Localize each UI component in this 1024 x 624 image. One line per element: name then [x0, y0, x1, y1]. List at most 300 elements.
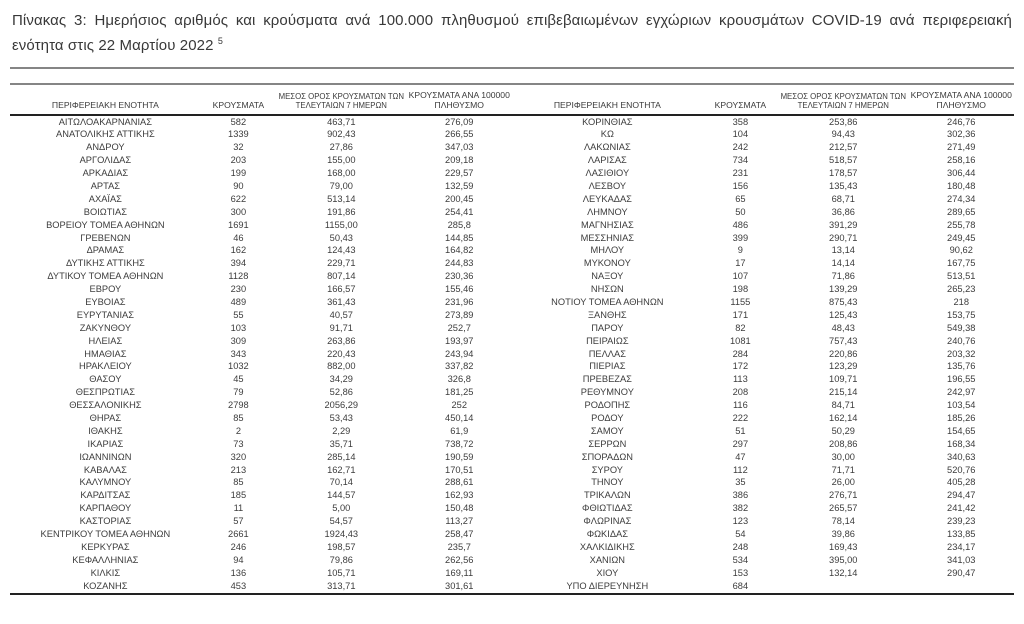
- region-name-left: ΑΡΤΑΣ: [90, 181, 121, 191]
- avg-7day-cases-right: 68,71: [831, 193, 855, 204]
- avg-7day-cases-right: 208,86: [829, 438, 858, 449]
- cases-per-100k-right: 168,34: [947, 438, 976, 449]
- cases-count-left: 394: [230, 258, 247, 269]
- cases-count-left: 489: [230, 297, 247, 308]
- region-name-left: ΚΑΣΤΟΡΙΑΣ: [79, 516, 132, 527]
- avg-7day-cases-right: 109,71: [829, 374, 858, 385]
- avg-7day-cases-left: 79,00: [329, 181, 353, 191]
- cases-count-left: 45: [233, 374, 244, 385]
- region-name-right: ΜΗΛΟΥ: [590, 245, 625, 256]
- region-name-right: ΛΑΣΙΘΙΟΥ: [585, 168, 630, 179]
- region-name-right: ΝΗΣΩΝ: [590, 284, 624, 295]
- table-row: [10, 541, 1014, 554]
- table-row: [10, 270, 1014, 283]
- region-name-right: ΠΕΙΡΑΙΩΣ: [586, 335, 629, 346]
- cases-count-right: 51: [735, 425, 746, 436]
- cases-per-100k-left: 200,45: [445, 193, 474, 204]
- cases-count-right: 734: [732, 155, 749, 166]
- table-title-text: Πίνακας 3: Ημερήσιος αριθμός και κρούσματα ανά 100.000 πληθυσμού επιβεβαιωμένων εγχώριων κρουσμάτων COVID-19 ανά περιφερειακή ενότητα στις 22 Μαρτίου 2022: [12, 12, 1012, 54]
- cases-per-100k-right: 289,65: [947, 206, 976, 217]
- cases-per-100k-left: 132,59: [445, 181, 474, 191]
- region-name-right: ΠΡΕΒΕΖΑΣ: [582, 374, 632, 385]
- cases-per-100k-left: 276,09: [445, 116, 474, 127]
- avg-7day-cases-left: 105,71: [327, 567, 356, 578]
- table-row: [10, 567, 1014, 580]
- table-row: [10, 322, 1014, 335]
- cases-count-left: 2798: [228, 400, 249, 411]
- avg-7day-cases-left: 27,86: [329, 142, 353, 153]
- cases-per-100k-left: 252,7: [447, 322, 471, 333]
- cases-count-left: 2: [235, 425, 241, 436]
- avg-7day-cases-left: 162,71: [327, 464, 356, 475]
- cases-count-right: 113: [732, 374, 748, 385]
- cases-per-100k-right: 255,78: [947, 219, 976, 230]
- region-name-left: ΕΒΡΟΥ: [89, 284, 122, 295]
- cases-count-right: 104: [732, 129, 749, 140]
- cases-per-100k-left: 155,46: [445, 284, 474, 295]
- table-row: [10, 490, 1014, 503]
- table-row: [10, 193, 1014, 206]
- cases-per-100k-left: 450,14: [445, 413, 474, 424]
- cases-count-left: 309: [230, 335, 247, 346]
- cases-count-right: 47: [735, 451, 746, 462]
- cases-count-right: 50: [735, 206, 746, 217]
- cases-per-100k-right: 180,48: [947, 181, 976, 191]
- region-name-left: ΒΟΡΕΙΟΥ ΤΟΜΕΑ ΑΘΗΝΩΝ: [46, 219, 165, 230]
- avg-7day-cases-left: 124,43: [327, 245, 356, 256]
- cases-per-100k-right: 153,75: [947, 309, 976, 320]
- cases-count-right: 35: [735, 477, 746, 488]
- avg-7day-cases-right: 265,57: [829, 503, 858, 514]
- avg-7day-cases-left: 882,00: [327, 361, 356, 372]
- avg-7day-cases-right: 169,43: [829, 541, 858, 552]
- cases-per-100k-left: 254,41: [445, 206, 474, 217]
- avg-7day-cases-right: 395,00: [829, 554, 858, 565]
- region-name-right: ΧΑΝΙΩΝ: [589, 554, 626, 565]
- cases-per-100k-right: 274,34: [947, 193, 976, 204]
- cases-count-left: 185: [230, 490, 247, 501]
- cases-per-100k-right: [909, 580, 1014, 594]
- avg-7day-cases-right: 71,71: [831, 464, 855, 475]
- avg-7day-cases-left: 313,71: [327, 580, 356, 591]
- cases-per-100k-left: 285,8: [447, 219, 471, 230]
- cases-per-100k-left: 244,83: [445, 258, 474, 269]
- avg-7day-cases-left: 191,86: [327, 206, 356, 217]
- cases-per-100k-left: 209,18: [445, 155, 474, 166]
- table-row: [10, 335, 1014, 348]
- cases-count-left: 55: [233, 309, 244, 320]
- cases-count-right: 486: [732, 219, 749, 230]
- cases-count-left: 230: [230, 284, 247, 295]
- region-name-left: ΑΙΤΩΛΟΑΚΑΡΝΑΝΙΑΣ: [58, 116, 153, 127]
- table-row: [10, 296, 1014, 309]
- cases-per-100k-left: 347,03: [445, 142, 474, 153]
- avg-7day-cases-left: 1155,00: [324, 219, 358, 230]
- col-header-avg7-left: ΜΕΣΟΣ ΟΡΟΣ ΚΡΟΥΣΜΑΤΩΝ ΤΩΝ ΤΕΛΕΥΤΑΙΩΝ 7 ΗΜΕΡΩΝ: [276, 89, 407, 115]
- table-row: [10, 154, 1014, 167]
- region-name-left: ΘΕΣΠΡΩΤΙΑΣ: [75, 387, 135, 398]
- cases-per-100k-right: 249,45: [947, 232, 976, 243]
- cases-count-right: 1155: [730, 297, 751, 308]
- table-row: [10, 412, 1014, 425]
- cases-per-100k-left: 326,8: [447, 374, 471, 385]
- region-name-left: ΔΥΤΙΚΟΥ ΤΟΜΕΑ ΑΘΗΝΩΝ: [47, 271, 164, 282]
- region-name-left: ΚΕΝΤΡΙΚΟΥ ΤΟΜΕΑ ΑΘΗΝΩΝ: [40, 529, 171, 540]
- cases-per-100k-right: 133,85: [947, 529, 976, 540]
- cases-count-right: 123: [732, 516, 749, 527]
- avg-7day-cases-left: 2056,29: [324, 400, 359, 411]
- table-row: [10, 258, 1014, 271]
- avg-7day-cases-left: 463,71: [327, 116, 356, 127]
- region-name-left: ΔΡΑΜΑΣ: [86, 245, 125, 256]
- table-row: [10, 348, 1014, 361]
- region-name-right: ΧΑΛΚΙΔΙΚΗΣ: [579, 541, 635, 552]
- avg-7day-cases-left: 2,29: [332, 425, 351, 436]
- cases-per-100k-right: 341,03: [947, 554, 976, 565]
- cases-count-left: 11: [233, 503, 244, 514]
- cases-count-left: 57: [233, 516, 244, 527]
- avg-7day-cases-left: 1924,43: [324, 529, 359, 540]
- avg-7day-cases-right: 78,14: [831, 516, 855, 527]
- region-name-right: ΥΠΟ ΔΙΕΡΕΥΝΗΣΗ: [566, 580, 649, 591]
- table-row: [10, 502, 1014, 515]
- avg-7day-cases-left: 70,14: [329, 477, 353, 488]
- region-name-right: ΛΕΥΚΑΔΑΣ: [582, 193, 632, 204]
- region-name-left: ΚΑΡΔΙΤΣΑΣ: [80, 490, 131, 501]
- cases-per-100k-left: 266,55: [445, 129, 474, 140]
- cases-count-right: 17: [735, 258, 746, 269]
- avg-7day-cases-right: 30,00: [831, 451, 855, 462]
- horizontal-rule-top: [10, 67, 1014, 69]
- cases-count-right: 156: [732, 181, 749, 191]
- region-name-right: ΡΟΔΟΠΗΣ: [584, 400, 631, 411]
- region-name-left: ΔΥΤΙΚΗΣ ΑΤΤΙΚΗΣ: [65, 258, 145, 269]
- cases-per-100k-right: 549,38: [947, 322, 976, 333]
- cases-per-100k-left: 738,72: [445, 438, 474, 449]
- cases-count-left: 2661: [228, 529, 249, 540]
- avg-7day-cases-left: 35,71: [329, 438, 353, 449]
- avg-7day-cases-right: [778, 580, 909, 594]
- avg-7day-cases-right: 14,14: [831, 258, 855, 269]
- cases-per-100k-right: 154,65: [947, 425, 976, 436]
- avg-7day-cases-left: 513,14: [327, 193, 356, 204]
- region-name-left: ΕΥΒΟΙΑΣ: [85, 297, 126, 308]
- table-title: [12, 10, 1012, 56]
- region-name-right: ΡΟΔΟΥ: [591, 413, 624, 424]
- table-row: [10, 180, 1014, 193]
- region-name-left: ΙΚΑΡΙΑΣ: [87, 438, 124, 449]
- cases-per-100k-right: 239,23: [947, 516, 976, 527]
- cases-count-left: 73: [233, 438, 244, 449]
- region-name-right: ΣΕΡΡΩΝ: [588, 438, 627, 449]
- cases-count-right: 9: [737, 245, 743, 256]
- col-header-cases-right: ΚΡΟΥΣΜΑΤΑ: [703, 89, 778, 115]
- table-row: [10, 361, 1014, 374]
- cases-count-left: 103: [230, 322, 247, 333]
- table-row: [10, 425, 1014, 438]
- cases-count-right: 171: [732, 309, 749, 320]
- cases-count-left: 46: [233, 232, 244, 243]
- region-name-right: ΠΕΛΛΑΣ: [588, 348, 626, 359]
- col-header-per100k-right: ΚΡΟΥΣΜΑΤΑ ΑΝΑ 100000 ΠΛΗΘΥΣΜΟ: [909, 89, 1014, 115]
- cases-count-left: 203: [230, 155, 247, 166]
- cases-count-left: 622: [230, 193, 247, 204]
- avg-7day-cases-right: 391,29: [829, 219, 858, 230]
- cases-count-left: 582: [230, 116, 247, 127]
- region-name-right: ΧΙΟΥ: [596, 567, 619, 578]
- col-header-region-right: ΠΕΡΙΦΕΡΕΙΑΚΗ ΕΝΟΤΗΤΑ: [512, 89, 703, 115]
- region-name-right: ΦΘΙΩΤΙΔΑΣ: [582, 503, 633, 514]
- cases-count-right: 116: [732, 400, 748, 411]
- region-name-right: ΣΑΜΟΥ: [590, 425, 624, 436]
- cases-count-right: 153: [732, 567, 749, 578]
- table-row: [10, 554, 1014, 567]
- table-row: [10, 528, 1014, 541]
- cases-per-100k-right: 294,47: [947, 490, 976, 501]
- region-name-left: ΑΧΑΪΑΣ: [88, 193, 122, 204]
- avg-7day-cases-right: 50,29: [831, 425, 855, 436]
- avg-7day-cases-right: 39,86: [831, 529, 855, 540]
- avg-7day-cases-right: 135,43: [829, 181, 858, 191]
- region-name-right: ΛΕΣΒΟΥ: [588, 181, 627, 191]
- table-row: [10, 438, 1014, 451]
- avg-7day-cases-left: 285,14: [327, 451, 356, 462]
- avg-7day-cases-right: 125,43: [829, 309, 858, 320]
- region-name-right: ΣΠΟΡΑΔΩΝ: [581, 451, 633, 462]
- cases-per-100k-right: 135,76: [947, 361, 976, 372]
- table-row: [10, 386, 1014, 399]
- cases-count-left: 320: [230, 451, 247, 462]
- cases-per-100k-left: 170,51: [445, 464, 474, 475]
- avg-7day-cases-left: 155,00: [327, 155, 356, 166]
- region-name-right: ΛΑΚΩΝΙΑΣ: [583, 142, 631, 153]
- cases-per-100k-left: 164,82: [445, 245, 474, 256]
- horizontal-rule-second: [10, 83, 1014, 85]
- region-name-left: ΚΙΛΚΙΣ: [90, 567, 121, 578]
- cases-per-100k-right: 246,76: [947, 116, 976, 127]
- cases-per-100k-left: 150,48: [445, 503, 474, 514]
- table-row: [10, 167, 1014, 180]
- region-name-right: ΠΙΕΡΙΑΣ: [589, 361, 626, 372]
- avg-7day-cases-left: 50,43: [329, 232, 353, 243]
- cases-per-100k-left: 229,57: [445, 168, 474, 179]
- cases-count-right: 242: [732, 142, 749, 153]
- avg-7day-cases-right: 13,14: [831, 245, 855, 256]
- cases-per-100k-right: 90,62: [949, 245, 973, 256]
- table-row: [10, 206, 1014, 219]
- cases-count-left: 1691: [228, 219, 249, 230]
- cases-count-left: 85: [233, 477, 244, 488]
- cases-per-100k-left: 273,89: [445, 309, 474, 320]
- table-row: [10, 219, 1014, 232]
- region-name-left: ΑΡΓΟΛΙΔΑΣ: [79, 155, 132, 166]
- region-name-left: ΗΡΑΚΛΕΙΟΥ: [78, 361, 132, 372]
- cases-count-right: 399: [732, 232, 749, 243]
- region-name-left: ΒΟΙΩΤΙΑΣ: [83, 206, 127, 217]
- cases-per-100k-right: 271,49: [947, 142, 976, 153]
- cases-count-left: 343: [230, 348, 247, 359]
- region-name-right: ΜΑΓΝΗΣΙΑΣ: [580, 219, 634, 230]
- cases-count-left: 85: [233, 413, 244, 424]
- avg-7day-cases-left: 807,14: [327, 271, 356, 282]
- cases-count-left: 1128: [228, 271, 249, 282]
- region-name-left: ΗΛΕΙΑΣ: [88, 335, 123, 346]
- avg-7day-cases-left: 34,29: [329, 374, 353, 385]
- cases-count-right: 198: [732, 284, 749, 295]
- avg-7day-cases-left: 54,57: [329, 516, 353, 527]
- region-name-right: ΦΩΚΙΔΑΣ: [586, 529, 628, 540]
- col-header-cases-left: ΚΡΟΥΣΜΑΤΑ: [201, 89, 276, 115]
- cases-per-100k-right: 242,97: [947, 387, 976, 398]
- region-name-left: ΚΑΛΥΜΝΟΥ: [79, 477, 132, 488]
- cases-per-100k-right: 234,17: [947, 541, 976, 552]
- avg-7day-cases-right: 220,86: [829, 348, 858, 359]
- region-name-left: ΘΕΣΣΑΛΟΝΙΚΗΣ: [69, 400, 142, 411]
- cases-per-100k-right: 218: [953, 297, 970, 308]
- cases-per-100k-left: 169,11: [445, 567, 474, 578]
- cases-per-100k-right: 258,16: [947, 155, 976, 166]
- cases-count-right: 1081: [730, 335, 751, 346]
- cases-count-left: 32: [233, 142, 244, 153]
- avg-7day-cases-right: 290,71: [829, 232, 858, 243]
- region-name-right: ΝΑΞΟΥ: [591, 271, 624, 282]
- cases-per-100k-left: 162,93: [445, 490, 474, 501]
- cases-per-100k-right: 520,76: [947, 464, 976, 475]
- region-name-left: ΙΩΑΝΝΙΝΩΝ: [79, 451, 132, 462]
- cases-per-100k-left: 337,82: [445, 361, 474, 372]
- cases-count-left: 162: [230, 245, 247, 256]
- region-name-right: ΠΑΡΟΥ: [591, 322, 624, 333]
- cases-per-100k-right: 167,75: [947, 258, 976, 269]
- avg-7day-cases-right: 36,86: [831, 206, 855, 217]
- cases-count-right: 358: [732, 116, 749, 127]
- region-name-right: ΞΑΝΘΗΣ: [588, 309, 627, 320]
- avg-7day-cases-left: 902,43: [327, 129, 356, 140]
- cases-per-100k-right: 240,76: [947, 335, 976, 346]
- avg-7day-cases-right: 518,57: [829, 155, 858, 166]
- cases-count-right: 284: [732, 348, 749, 359]
- avg-7day-cases-left: 166,57: [327, 284, 356, 295]
- cases-count-left: 94: [233, 554, 244, 565]
- cases-per-100k-left: 301,61: [445, 580, 474, 591]
- region-name-left: ΚΕΦΑΛΛΗΝΙΑΣ: [72, 554, 139, 565]
- col-header-per100k-left: ΚΡΟΥΣΜΑΤΑ ΑΝΑ 100000 ΠΛΗΘΥΣΜΟ: [407, 89, 512, 115]
- avg-7day-cases-left: 168,00: [327, 168, 356, 179]
- table-row: [10, 374, 1014, 387]
- region-name-left: ΕΥΡΥΤΑΝΙΑΣ: [76, 309, 134, 320]
- avg-7day-cases-right: 875,43: [829, 297, 858, 308]
- cases-per-100k-right: 306,44: [947, 168, 976, 179]
- cases-count-left: 453: [230, 580, 247, 591]
- avg-7day-cases-right: 276,71: [829, 490, 858, 501]
- cases-count-right: 386: [732, 490, 749, 501]
- avg-7day-cases-right: 84,71: [831, 400, 855, 411]
- table-row: [10, 142, 1014, 155]
- table-row: [10, 451, 1014, 464]
- avg-7day-cases-right: 48,43: [831, 322, 855, 333]
- region-name-right: ΜΕΣΣΗΝΙΑΣ: [580, 232, 635, 243]
- cases-per-100k-left: 193,97: [445, 335, 474, 346]
- cases-per-100k-right: 513,51: [947, 271, 976, 282]
- cases-per-100k-right: 302,36: [947, 129, 976, 140]
- region-name-right: ΜΥΚΟΝΟΥ: [583, 258, 631, 269]
- avg-7day-cases-left: 79,86: [329, 554, 353, 565]
- cases-count-left: 90: [233, 181, 244, 191]
- region-name-right: ΤΡΙΚΑΛΩΝ: [583, 490, 631, 501]
- table-row: [10, 515, 1014, 528]
- table-body: [10, 115, 1014, 594]
- table-row: [10, 464, 1014, 477]
- avg-7day-cases-right: 71,86: [831, 271, 855, 282]
- cases-count-right: 112: [732, 464, 748, 475]
- cases-count-left: 136: [230, 567, 247, 578]
- cases-per-100k-left: 243,94: [445, 348, 474, 359]
- table-row: [10, 399, 1014, 412]
- cases-count-right: 172: [732, 361, 749, 372]
- cases-per-100k-left: 288,61: [445, 477, 474, 488]
- cases-count-right: 231: [732, 168, 749, 179]
- cases-per-100k-right: 265,23: [947, 284, 976, 295]
- cases-per-100k-left: 144,85: [445, 232, 474, 243]
- cases-per-100k-left: 61,9: [450, 425, 469, 436]
- cases-count-right: 297: [732, 438, 749, 449]
- table-row: [10, 245, 1014, 258]
- cases-per-100k-right: 290,47: [947, 567, 976, 578]
- cases-count-right: 684: [732, 580, 749, 591]
- avg-7day-cases-right: 139,29: [829, 284, 858, 295]
- table-row: [10, 309, 1014, 322]
- avg-7day-cases-left: 220,43: [327, 348, 356, 359]
- col-header-region-left: ΠΕΡΙΦΕΡΕΙΑΚΗ ΕΝΟΤΗΤΑ: [10, 89, 201, 115]
- cases-per-100k-left: 231,96: [445, 297, 474, 308]
- region-name-left: ΗΜΑΘΙΑΣ: [84, 348, 127, 359]
- cases-per-100k-right: 340,63: [947, 451, 976, 462]
- cases-per-100k-left: 181,25: [445, 387, 474, 398]
- region-name-right: ΛΗΜΝΟΥ: [587, 206, 628, 217]
- table-row: [10, 232, 1014, 245]
- cases-per-100k-left: 230,36: [445, 271, 474, 282]
- cases-count-left: 213: [230, 464, 247, 475]
- avg-7day-cases-left: 361,43: [327, 297, 356, 308]
- footnote-reference: 5: [217, 36, 223, 46]
- region-name-left: ΚΑΒΑΛΑΣ: [83, 464, 127, 475]
- avg-7day-cases-right: 215,14: [829, 387, 858, 398]
- avg-7day-cases-left: 91,71: [329, 322, 353, 333]
- cases-count-right: 222: [732, 413, 749, 424]
- cases-count-right: 54: [735, 529, 746, 540]
- avg-7day-cases-right: 123,29: [829, 361, 858, 372]
- region-name-right: ΚΟΡΙΝΘΙΑΣ: [582, 116, 633, 127]
- avg-7day-cases-right: 132,14: [829, 567, 858, 578]
- avg-7day-cases-left: 263,86: [327, 335, 356, 346]
- cases-count-left: 79: [233, 387, 244, 398]
- region-name-left: ΑΝΑΤΟΛΙΚΗΣ ΑΤΤΙΚΗΣ: [56, 129, 155, 140]
- cases-per-100k-right: 405,28: [947, 477, 976, 488]
- avg-7day-cases-left: 52,86: [329, 387, 353, 398]
- cases-count-right: 82: [735, 322, 746, 333]
- cases-count-right: 208: [732, 387, 749, 398]
- cases-per-100k-left: 262,56: [445, 554, 474, 565]
- region-name-right: ΦΛΩΡΙΝΑΣ: [583, 516, 632, 527]
- cases-per-100k-left: 235,7: [447, 541, 471, 552]
- cases-count-left: 300: [230, 206, 247, 217]
- avg-7day-cases-right: 94,43: [831, 129, 855, 140]
- header-row: [10, 89, 1014, 115]
- region-name-left: ΑΝΔΡΟΥ: [86, 142, 125, 153]
- cases-count-left: 1339: [228, 129, 249, 140]
- region-name-right: ΡΕΘΥΜΝΟΥ: [580, 387, 634, 398]
- cases-count-right: 382: [732, 503, 749, 514]
